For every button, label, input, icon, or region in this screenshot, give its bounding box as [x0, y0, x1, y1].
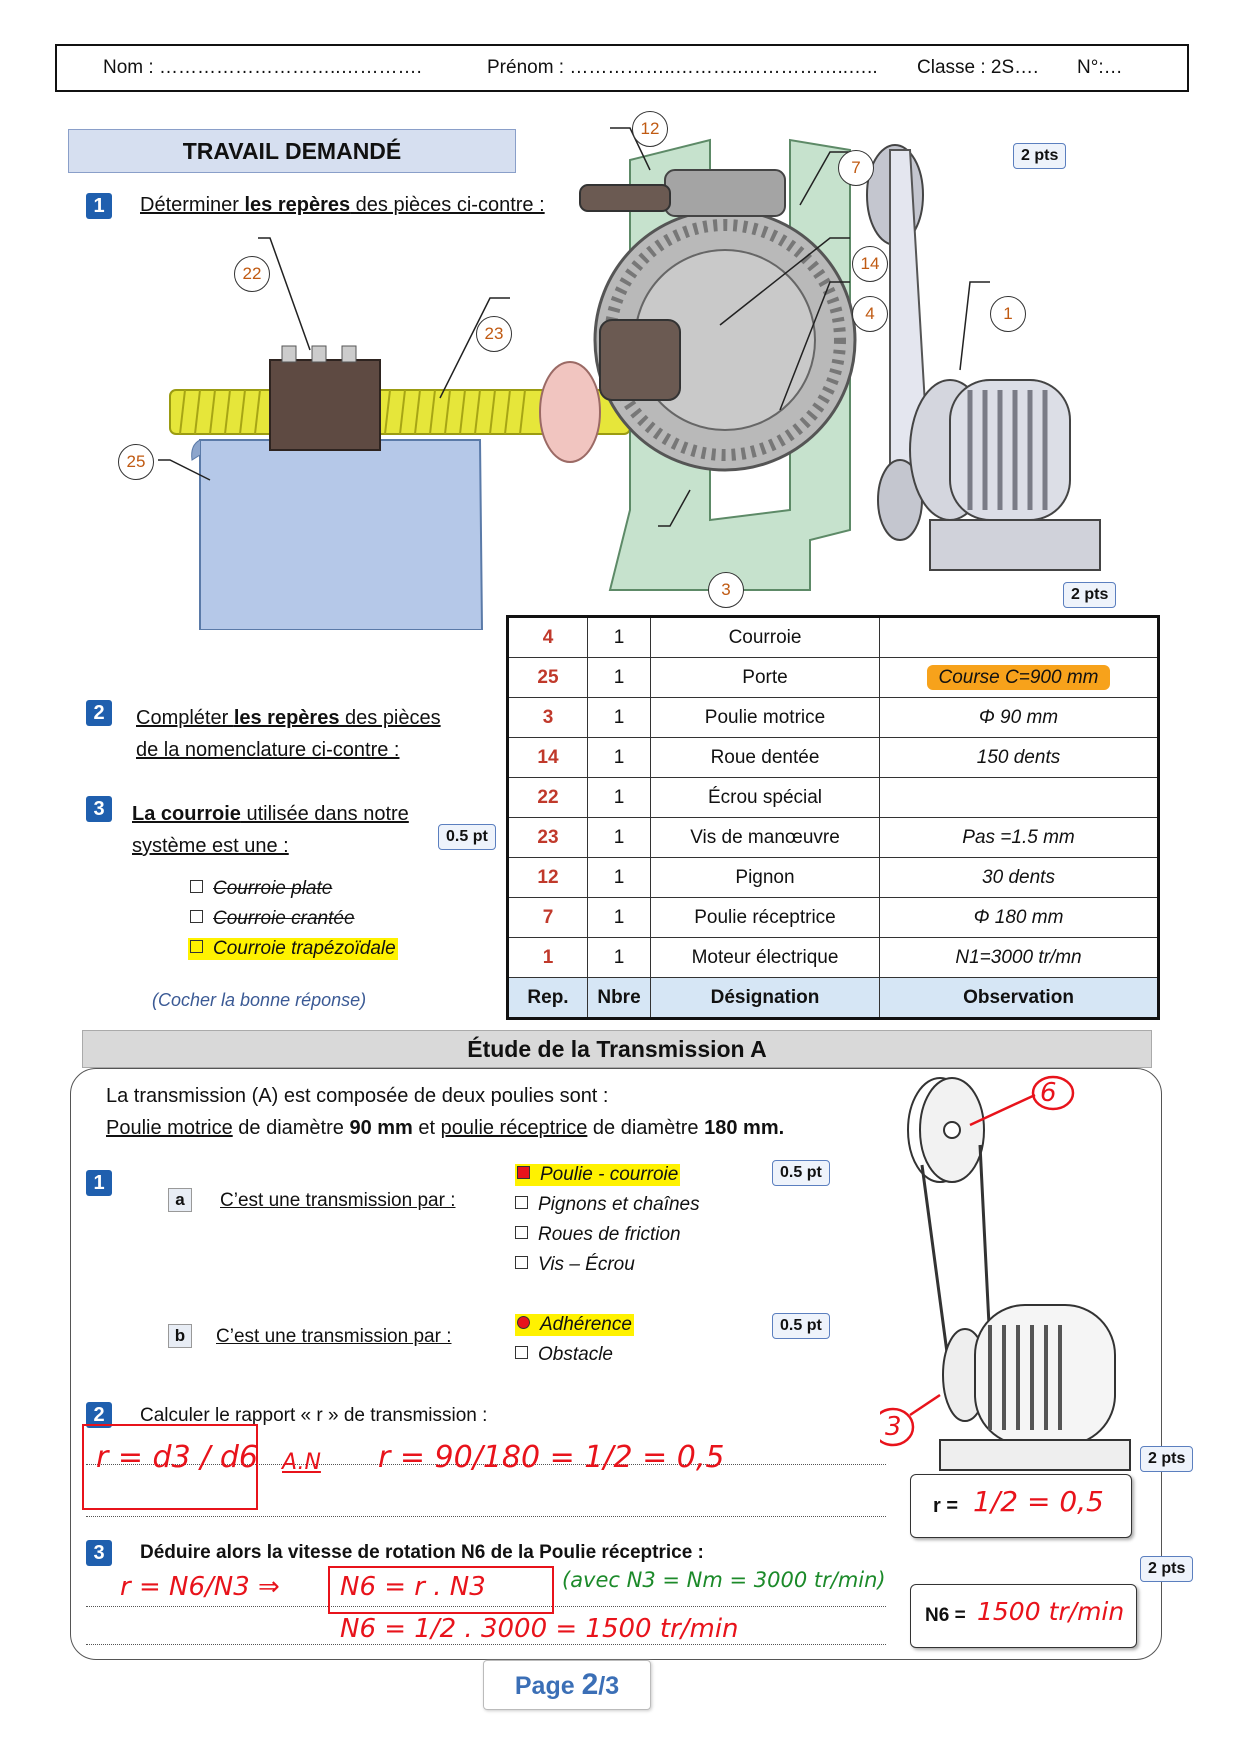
handwritten-r-calculation: r = 90/180 = 1/2 = 0,5 — [378, 1440, 725, 1475]
travail-title: TRAVAIL DEMANDÉ — [68, 129, 516, 173]
transmission-intro-line2: Poulie motrice de diamètre 90 mm et poulie réceptrice de diamètre 180 mm. — [106, 1117, 785, 1139]
callout-12: 12 — [632, 111, 668, 147]
option-courroie-plate[interactable]: Courroie plate — [190, 878, 332, 900]
etude-question-2-points: 2 pts — [1140, 1446, 1193, 1472]
section-title-transmission: Étude de la Transmission A — [82, 1030, 1152, 1068]
etude-question-2-number: 2 — [86, 1402, 112, 1428]
sub-question-b-text: C’est une transmission par : — [216, 1326, 452, 1347]
etude-question-2-text: Calculer le rapport « r » de transmission : — [140, 1405, 488, 1426]
callout-1: 1 — [990, 296, 1026, 332]
callout-3: 3 — [708, 572, 744, 608]
table-row: 25 1 Porte Course C=900 mm — [508, 658, 1159, 698]
sub-question-b: b — [168, 1324, 192, 1348]
option-pignons-chaines[interactable]: Pignons et chaînes — [515, 1194, 700, 1216]
handwritten-label-3: 3 — [885, 1412, 902, 1442]
r-result-box[interactable]: r = 1/2 = 0,5 — [910, 1474, 1132, 1538]
page-indicator: Page 2/3 — [483, 1660, 651, 1710]
table-row: 23 1 Vis de manœuvre Pas =1.5 mm — [508, 818, 1159, 858]
etude-question-3-text: Déduire alors la vitesse de rotation N6 de la Poulie réceptrice : — [140, 1542, 704, 1563]
door-panel-25 — [200, 440, 482, 630]
nut-22 — [270, 360, 380, 450]
question-2-number: 2 — [86, 700, 112, 726]
nomenclature-table — [506, 615, 1160, 1020]
handwritten-n-calculation: N6 = 1/2 . 3000 = 1500 tr/min — [340, 1614, 739, 1644]
answer-hint: (Cocher la bonne réponse) — [152, 990, 367, 1010]
handwritten-n-formula: r = N6/N3 ⇒ — [120, 1572, 280, 1602]
question-1-number: 1 — [86, 193, 112, 219]
etude-question-3-points: 2 pts — [1140, 1556, 1193, 1582]
transmission-intro-line1: La transmission (A) est composée de deux poulies sont : — [106, 1085, 609, 1107]
etude-question-1-number: 1 — [86, 1170, 112, 1196]
callout-7: 7 — [838, 150, 874, 186]
pulley-motor-illustration — [880, 1075, 1140, 1475]
pinion-12 — [665, 170, 785, 216]
handwritten-label-6: 6 — [1040, 1078, 1057, 1108]
table-row: 7 1 Poulie réceptrice Φ 180 mm — [508, 898, 1159, 938]
callout-22: 22 — [234, 256, 270, 292]
option-courroie-crantee[interactable]: Courroie crantée — [190, 908, 355, 930]
table-row: 12 1 Pignon 30 dents — [508, 858, 1159, 898]
mechanism-illustration — [110, 110, 1110, 630]
callout-4: 4 — [852, 296, 888, 332]
question-2-text: Compléter les repères des pièces de la nomenclature ci-contre : — [136, 707, 441, 761]
highlighted-observation: Course C=900 mm — [927, 665, 1111, 690]
etude-question-3-number: 3 — [86, 1540, 112, 1566]
table-row: 4 1 Courroie — [508, 617, 1159, 658]
question-1-text: Déterminer les repères des pièces ci-contre : — [140, 194, 545, 216]
handwritten-n-answer: 1500 tr/min — [977, 1597, 1125, 1626]
question-1-points: 2 pts — [1013, 143, 1066, 169]
classe-field[interactable]: Classe : 2S…. — [917, 57, 1039, 78]
option-roues-friction[interactable]: Roues de friction — [515, 1224, 681, 1246]
callout-14: 14 — [852, 246, 888, 282]
table-row: 1 1 Moteur électrique N1=3000 tr/mn — [508, 938, 1159, 978]
n6-result-box[interactable]: N6 = 1500 tr/min — [910, 1584, 1137, 1648]
option-courroie-trapezoidale[interactable]: Courroie trapézoïdale — [188, 938, 398, 960]
table-row: 22 1 Écrou spécial — [508, 778, 1159, 818]
callout-23: 23 — [476, 316, 512, 352]
numero-field[interactable]: N°:… — [1077, 57, 1123, 78]
sub-question-a-text: C’est une transmission par : — [220, 1190, 456, 1211]
table-header-row: Rep. Nbre Désignation Observation — [508, 978, 1159, 1019]
question-3-points: 0.5 pt — [438, 824, 496, 850]
nom-field[interactable]: Nom : ………………………..…………. — [103, 57, 422, 78]
handwritten-an: A.N — [282, 1450, 321, 1475]
option-adherence[interactable]: Adhérence — [515, 1314, 634, 1336]
option-obstacle[interactable]: Obstacle — [515, 1344, 613, 1366]
handwritten-r-formula: r = d3 / d6 — [96, 1440, 258, 1475]
handwritten-n-note: (avec N3 = Nm = 3000 tr/min) — [562, 1568, 886, 1592]
question-2-points: 2 pts — [1063, 582, 1116, 608]
question-3-number: 3 — [86, 796, 112, 822]
question-1a-points: 0.5 pt — [772, 1160, 830, 1186]
option-poulie-courroie[interactable]: Poulie - courroie — [515, 1164, 680, 1186]
question-3-text: La courroie utilisée dans notre système est une : — [132, 803, 409, 857]
handwritten-n-boxed: N6 = r . N3 — [340, 1572, 486, 1602]
sub-question-a: a — [168, 1188, 192, 1212]
table-row: 3 1 Poulie motrice Φ 90 mm — [508, 698, 1159, 738]
table-row: 14 1 Roue dentée 150 dents — [508, 738, 1159, 778]
handwritten-r-answer: 1/2 = 0,5 — [973, 1485, 1104, 1518]
student-header — [55, 44, 1189, 92]
option-vis-ecrou[interactable]: Vis – Écrou — [515, 1254, 635, 1276]
callout-25: 25 — [118, 444, 154, 480]
prenom-field[interactable]: Prénom : ……………..………..……………..….. — [487, 57, 878, 78]
question-1b-points: 0.5 pt — [772, 1313, 830, 1339]
